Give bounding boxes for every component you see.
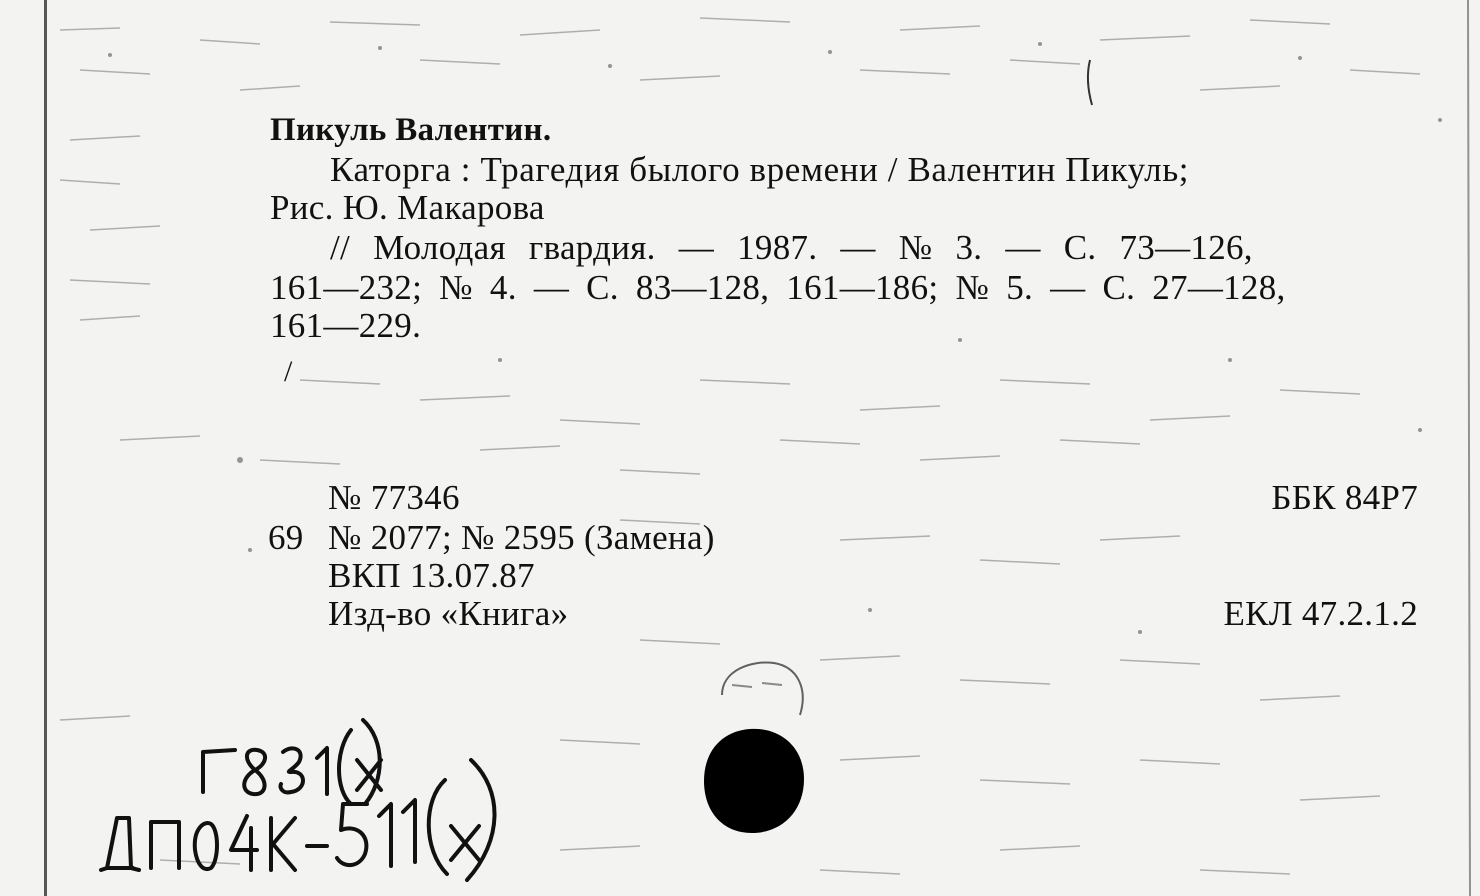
title-statement: Каторга : Трагедия былого времени / Валентин Пикуль; [330, 150, 1190, 189]
hole-outline-mark [712, 655, 812, 730]
author-heading: Пикуль Валентин. [270, 112, 552, 148]
punch-hole [700, 725, 808, 837]
bbk-code: ББК 84Р7 [1271, 478, 1418, 517]
handwritten-shelfmark [95, 700, 535, 890]
card-margin-line [44, 0, 47, 896]
ekl-code: ЕКЛ 47.2.1.2 [1223, 594, 1418, 633]
slash-mark: / [284, 355, 293, 388]
source-line-3: 161—229. [270, 306, 422, 345]
card-number: № 77346 [328, 478, 460, 517]
vkp-date: ВКП 13.07.87 [328, 556, 535, 595]
publisher: Изд-во «Книга» [328, 594, 569, 633]
source-line-1: // Молодая гвардия. — 1987. — № 3. — С. 73—126, [330, 228, 1253, 267]
illustrator-statement: Рис. Ю. Макарова [270, 188, 545, 227]
order-numbers: № 2077; № 2595 (Замена) [328, 518, 715, 557]
prefix-number: 69 [268, 518, 304, 557]
source-line-2: 161—232; № 4. — С. 83—128, 161—186; № 5. — С. 27—128, [270, 268, 1286, 307]
